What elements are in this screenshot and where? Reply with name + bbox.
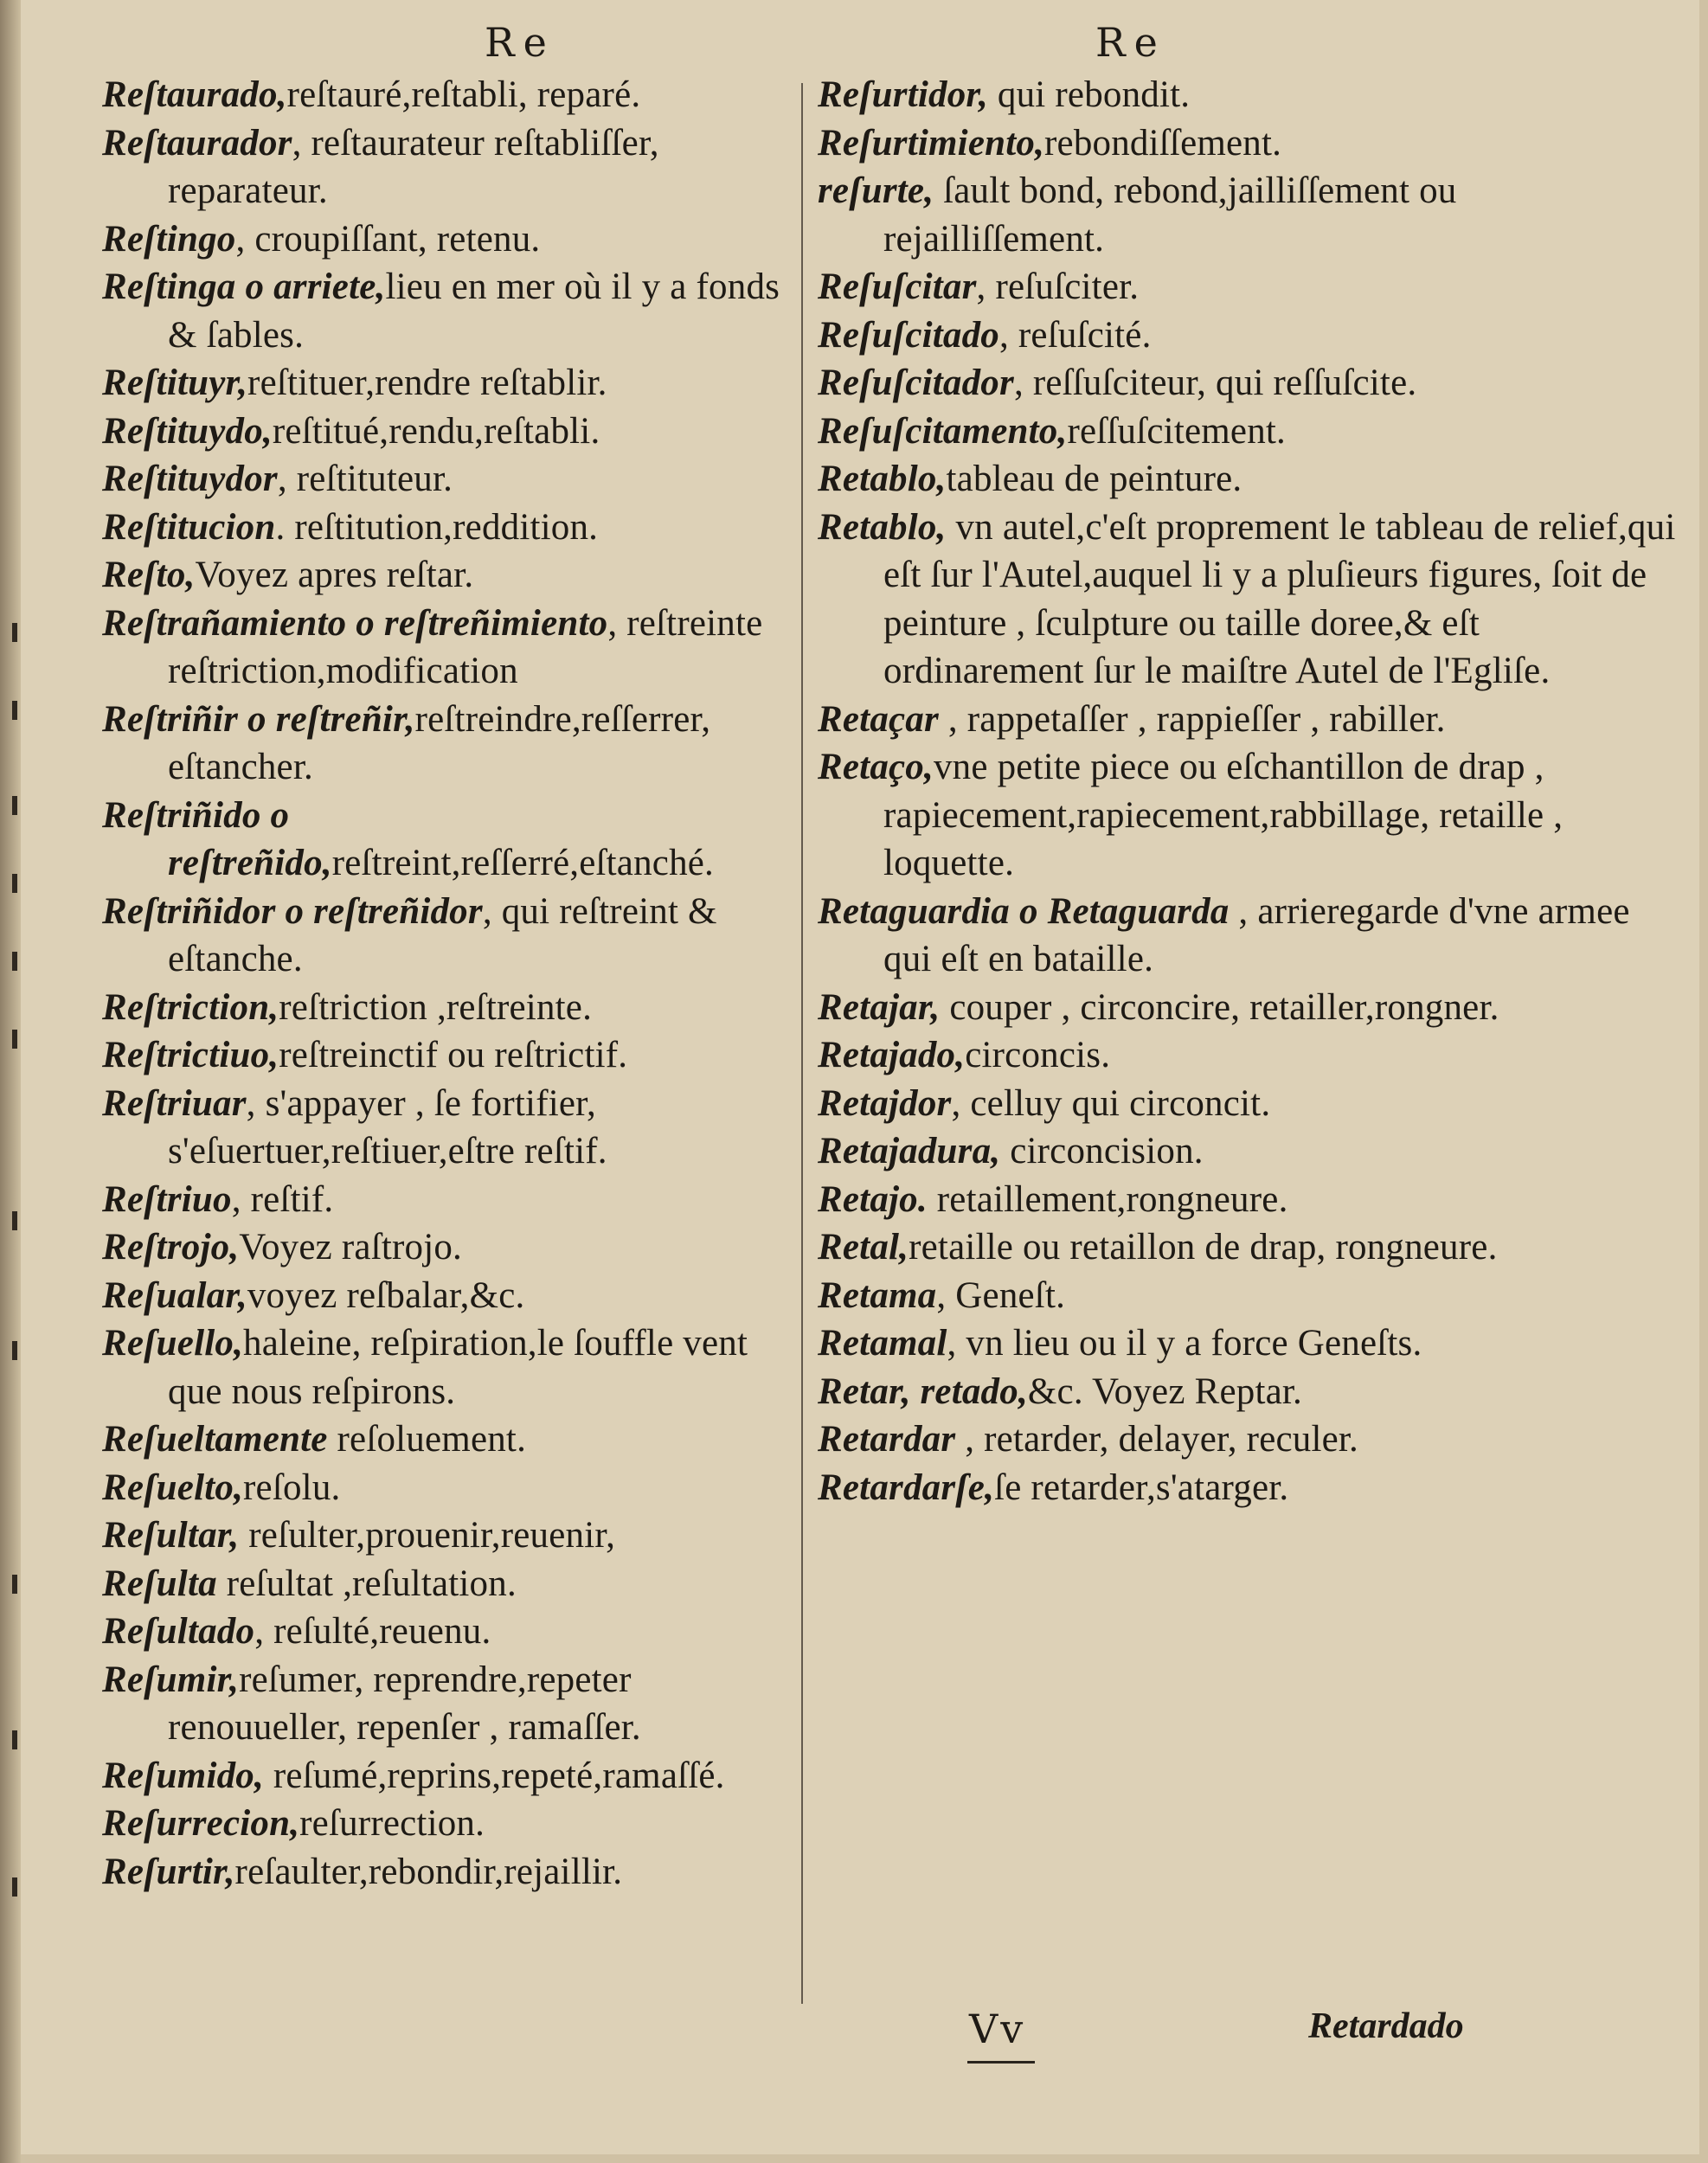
definition: , s'appayer , ſe fortifier, s'eſuertuer,reſtiuer,eſtre reſtif. [168, 1082, 607, 1171]
dictionary-entry [818, 359, 1683, 408]
headword: Reſurrecion, [102, 1803, 300, 1844]
definition: reſtauré,reſtabli, reparé. [286, 74, 641, 115]
dictionary-entry [818, 888, 1683, 984]
column-divider [801, 83, 803, 2004]
headword: Reſtaurado, [102, 74, 287, 115]
headword: Retaguardia o Retaguarda [818, 890, 1230, 932]
dictionary-entry [818, 504, 1683, 696]
definition: , rappetaſſer , rappieſſer , rabiller. [938, 698, 1446, 740]
headword: Reſurtimiento, [818, 122, 1045, 164]
running-head-left: Re [485, 19, 555, 66]
definition: qui rebondit. [987, 74, 1191, 115]
signature-underline [967, 2061, 1035, 2064]
definition: tableau de peinture. [946, 459, 1242, 499]
dictionary-entry [102, 1031, 805, 1080]
definition: , arrieregarde d'vne armee qui eſt en bataille. [883, 890, 1630, 979]
definition: ſe retarder,s'atarger. [994, 1467, 1289, 1508]
dictionary-entry [818, 455, 1683, 504]
dictionary-entry [818, 167, 1683, 263]
dictionary-entry [818, 263, 1683, 311]
signature-mark: Vv [969, 2006, 1026, 2052]
headword: Reſumido, [102, 1755, 264, 1796]
headword: Reſtriction, [102, 986, 279, 1028]
headword: Reſuſcitar [818, 266, 977, 307]
definition: reſultat ,reſultation. [216, 1563, 517, 1604]
headword: Reſtriñido o reſtreñido, [102, 794, 332, 883]
definition: voyez reſbalar,&c. [247, 1274, 525, 1316]
dictionary-entry [818, 119, 1683, 168]
headword: Reſumir, [102, 1659, 240, 1700]
definition: vne petite piece ou eſchantillon de drap , rapiecement,rapiecement,rabbillage, retaille , loquette. [883, 747, 1564, 883]
definition: vn autel,c'eſt proprement le tableau de relief,qui eſt ſur l'Autel,auquel li y a pluſieurs figures, ſoit de peinture , ſculpture ou taille doree,& eſt ordinarement ſur le maiſtre Autel de l'Egliſe. [883, 506, 1676, 691]
headword: Reſtriñidor o reſtreñidor [102, 890, 483, 932]
dictionary-entry [818, 1031, 1683, 1080]
dictionary-entry [818, 1272, 1683, 1320]
headword: Retamal [818, 1323, 947, 1364]
definition: , croupiſſant, retenu. [235, 218, 541, 260]
dictionary-entry [102, 263, 805, 359]
headword: Reſurtir, [102, 1851, 235, 1892]
definition: , vn lieu ou il y a force Geneſts. [947, 1323, 1422, 1364]
definition: , reſulté,reuenu. [254, 1611, 491, 1652]
dictionary-entry [818, 1464, 1683, 1512]
dictionary-entry [102, 1560, 805, 1608]
headword: Retama [818, 1274, 937, 1316]
definition: rebondiſſement. [1044, 122, 1282, 164]
headword: Reſtingo [102, 218, 236, 260]
dictionary-entry [818, 408, 1683, 456]
definition: , reſtreinte reſtriction,modification [168, 602, 763, 691]
right-column [818, 71, 1683, 1512]
dictionary-entry [102, 984, 805, 1032]
headword: Reſtituyr, [102, 363, 248, 403]
dictionary-entry [818, 1319, 1683, 1368]
definition: , qui reſtreint & eſtanche. [168, 890, 717, 979]
definition: reſolu. [243, 1467, 341, 1508]
definition: , reſuſciter. [976, 266, 1140, 307]
dictionary-entry [102, 119, 805, 215]
headword: Retajar, [818, 986, 941, 1028]
headword: Reſtaurador [102, 122, 292, 164]
definition: , reſtituteur. [277, 459, 453, 499]
dictionary-entry [818, 1368, 1683, 1416]
definition: reſurrection. [299, 1803, 485, 1844]
dictionary-entry [818, 71, 1683, 119]
headword: Reſtrictiuo, [102, 1035, 279, 1075]
catchword: Retardado [1308, 2006, 1464, 2046]
definition: couper , circoncire, retailler,rongner. [940, 986, 1499, 1028]
definition: reſtitué,rendu,reſtabli. [272, 410, 600, 452]
definition: reſtreint,reſſerré,eſtanché. [331, 843, 715, 883]
headword: Retardarſe, [818, 1467, 995, 1508]
headword: Reſuſcitado [818, 314, 999, 356]
headword: Reſuelto, [102, 1467, 244, 1508]
headword: Retal, [818, 1227, 909, 1268]
dictionary-entry [818, 311, 1683, 360]
definition: reſſuſcitement. [1067, 410, 1286, 452]
dictionary-entry [102, 1415, 805, 1464]
left-column [102, 71, 805, 1896]
dictionary-entry [102, 1223, 805, 1272]
margin-marks [12, 623, 21, 1921]
dictionary-entry [102, 1176, 805, 1224]
dictionary-entry [102, 1800, 805, 1848]
definition: , reſuſcité. [999, 314, 1152, 356]
definition: , retarder, delayer, reculer. [955, 1419, 1358, 1460]
definition: reſtituer,rendre reſtablir. [247, 363, 607, 403]
definition: , reſtaurateur reſtabliſſer, reparateur. [168, 122, 659, 211]
headword: Retaçar [818, 698, 939, 740]
headword: Retablo, [818, 459, 947, 499]
definition: circoncis. [965, 1035, 1111, 1075]
definition: &c. Voyez Reptar. [1027, 1370, 1302, 1412]
definition: , reſſuſciteur, qui reſſuſcite. [1013, 363, 1417, 403]
headword: Reſtinga o arriete, [102, 266, 386, 307]
headword: Reſualar, [102, 1274, 247, 1316]
headword: Reſtriuar [102, 1082, 247, 1124]
dictionary-entry [102, 1656, 805, 1752]
dictionary-entry [818, 1127, 1683, 1176]
definition: reſulter,prouenir,reuenir, [239, 1515, 616, 1556]
definition: reſtreinctif ou reſtrictif. [279, 1035, 628, 1075]
headword: Reſtrañamiento o reſtreñimiento [102, 602, 608, 644]
dictionary-entry [102, 1319, 805, 1415]
headword: Retajo. [818, 1178, 928, 1220]
headword: Retajadura, [818, 1131, 1001, 1171]
dictionary-entry [102, 71, 805, 119]
headword: Retablo, [818, 506, 947, 548]
definition: reſumer, reprendre,repeter renouueller, repenſer , ramaſſer. [168, 1659, 641, 1748]
headword: Reſuſcitamento, [818, 410, 1068, 452]
definition: Voyez raſtrojo. [239, 1227, 463, 1268]
definition: ſault bond, rebond,jailliſſement ou rejailliſſement. [883, 170, 1457, 260]
headword: Reſulta [102, 1563, 217, 1604]
dictionary-entry [818, 1080, 1683, 1128]
headword: Reſtitucion [102, 506, 276, 548]
definition: lieu en mer où il y a fonds & ſables. [168, 266, 780, 356]
dictionary-entry [102, 792, 805, 888]
headword: Reſuſcitador [818, 363, 1014, 403]
dictionary-entry [102, 600, 805, 696]
definition: retaille ou retaillon de drap, rongneure. [909, 1227, 1498, 1268]
definition: , Geneſt. [936, 1274, 1066, 1316]
dictionary-entry [102, 888, 805, 984]
headword: Reſurtidor, [818, 74, 988, 115]
definition: reſoluement. [327, 1419, 527, 1460]
definition: circoncision. [1000, 1131, 1204, 1171]
headword: Reſto, [102, 555, 196, 595]
dictionary-entry [102, 1272, 805, 1320]
headword: Retaço, [818, 747, 934, 787]
headword: Retajdor [818, 1082, 952, 1124]
dictionary-entry [818, 1415, 1683, 1464]
definition: Voyez apres reſtar. [195, 555, 474, 595]
definition: , reſtif. [231, 1178, 334, 1220]
dictionary-entry [102, 359, 805, 408]
dictionary-entry [818, 696, 1683, 744]
dictionary-entry [102, 455, 805, 504]
headword: Reſueltamente [102, 1419, 328, 1460]
dictionary-entry [102, 1080, 805, 1176]
headword: Reſtriuo [102, 1178, 232, 1220]
headword: Reſtrojo, [102, 1227, 240, 1268]
dictionary-entry [102, 408, 805, 456]
dictionary-entry [818, 743, 1683, 888]
dictionary-entry [102, 215, 805, 264]
definition: retaillement,rongneure. [927, 1178, 1288, 1220]
dictionary-entry [818, 1223, 1683, 1272]
definition: haleine, reſpiration,le ſouffle vent que nous reſpirons. [168, 1323, 748, 1412]
headword: Reſtituydo, [102, 410, 273, 452]
dictionary-entry [102, 1752, 805, 1800]
headword: Reſtriñir o reſtreñir, [102, 698, 415, 740]
definition: reſtriction ,reſtreinte. [279, 986, 593, 1028]
definition: reſtreindre,reſſerrer, eſtancher. [168, 698, 711, 787]
headword: Retajado, [818, 1035, 966, 1075]
headword: Reſtituydor [102, 459, 278, 499]
dictionary-entry [102, 1464, 805, 1512]
dictionary-entry [818, 1176, 1683, 1224]
dictionary-entry [102, 504, 805, 552]
headword: Reſuello, [102, 1323, 244, 1364]
dictionary-entry [102, 1608, 805, 1656]
running-head-right: Re [1095, 19, 1166, 66]
dictionary-entry [102, 696, 805, 792]
dictionary-entry [818, 984, 1683, 1032]
headword: Retar, retado, [818, 1370, 1028, 1412]
dictionary-entry [102, 1512, 805, 1560]
headword: reſurte, [818, 170, 934, 211]
definition: . reſtitution,reddition. [275, 506, 599, 548]
headword: Reſultar, [102, 1515, 240, 1556]
dictionary-entry [102, 551, 805, 600]
headword: Reſultado [102, 1611, 255, 1652]
definition: , celluy qui circoncit. [951, 1082, 1271, 1124]
headword: Retardar [818, 1419, 956, 1460]
dictionary-entry [102, 1848, 805, 1897]
definition: reſumé,reprins,repeté,ramaſſé. [263, 1755, 725, 1796]
definition: reſaulter,rebondir,rejaillir. [234, 1851, 623, 1892]
